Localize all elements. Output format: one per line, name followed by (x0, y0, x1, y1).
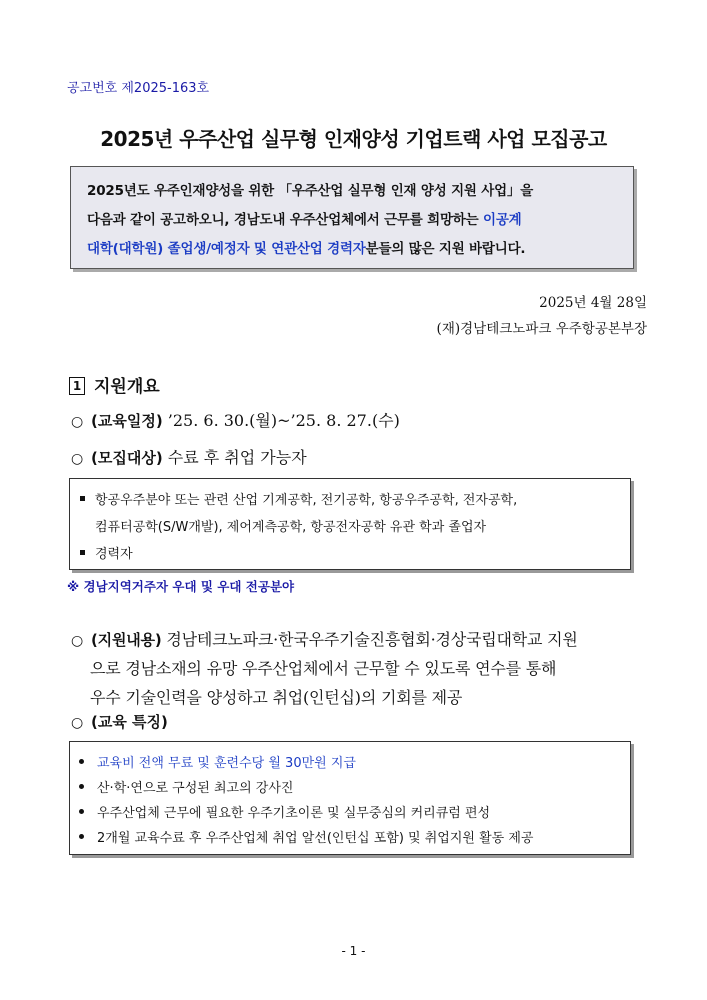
dot-bullet-icon (79, 834, 84, 839)
target-detail-line-1 (80, 489, 517, 508)
target-value: 수료 후 취업 가능자 (167, 448, 307, 467)
features-box (69, 741, 631, 855)
page-number: - 1 - (341, 944, 366, 958)
feature-text: 교육비 전액 무료 및 훈련수당 월 30만원 지급 (97, 756, 356, 771)
circle-bullet-icon: ○ (71, 633, 84, 649)
feature-text: 산·학·연으로 구성된 최고의 강사진 (97, 781, 294, 796)
target-detail-box (69, 478, 631, 570)
schedule-value: ’25. 6. 30.(월)~’25. 8. 27.(수) (167, 411, 400, 430)
target-label: (모집대상) (91, 449, 163, 467)
square-bullet-icon (80, 496, 85, 501)
circle-bullet-icon: ○ (71, 715, 84, 731)
schedule-item (71, 408, 400, 431)
feature-item (79, 802, 490, 821)
organization: (재)경남테크노파크 우주항공본부장 (436, 321, 647, 337)
target-detail-line-2: 컴퓨터공학(S/W개발), 제어계측공학, 항공전자공학 유관 학과 졸업자 (95, 520, 487, 535)
schedule-label: (교육일정) (91, 412, 163, 430)
intro-line-2-text: 다음과 같이 공고하오니, 경남도내 우주산업체에서 근무를 희망하는 (87, 212, 483, 228)
circle-bullet-icon: ○ (71, 414, 84, 430)
preference-note: ※ 경남지역거주자 우대 및 우대 전공분야 (67, 579, 295, 594)
section-number: 1 (69, 377, 85, 395)
intro-line-1: 2025년도 우주인재양성을 위한 「우주산업 실무형 인재 양성 지원 사업」을 (87, 183, 534, 199)
intro-line-3-text: 분들의 많은 지원 바랍니다. (365, 241, 526, 257)
feature-text: 우주산업체 근무에 필요한 우주기초이론 및 실무중심의 커리큐럼 편성 (97, 806, 491, 821)
dot-bullet-icon (79, 759, 84, 764)
features-label: (교육 특징) (91, 713, 168, 731)
content-line-1 (71, 627, 578, 650)
target-item (71, 445, 307, 468)
target-detail-line-3 (80, 543, 133, 562)
target-detail-text-1: 항공우주분야 또는 관련 산업 기계공학, 전기공학, 항공우주공학, 전자공학, (95, 493, 518, 508)
features-item (71, 711, 168, 732)
feature-item (79, 752, 356, 771)
feature-item (79, 827, 533, 846)
page-title: 2025년 우주산업 실무형 인재양성 기업트랙 사업 모집공고 (100, 127, 607, 151)
intro-box (70, 166, 634, 269)
intro-line-2 (87, 208, 522, 228)
intro-highlight-2: 대학(대학원) 졸업생/예정자 및 연관산업 경력자 (87, 241, 366, 257)
dot-bullet-icon (79, 809, 84, 814)
content-label: (지원내용) (91, 631, 162, 649)
feature-item (79, 777, 293, 796)
content-line-2: 으로 경남소재의 유망 우주산업체에서 근무할 수 있도록 연수를 통해 (90, 659, 557, 678)
content-text-1: 경남테크노파크·한국우주기술진흥협회·경상국립대학교 지원 (166, 630, 578, 649)
content-line-3: 우수 기술인력을 양성하고 취업(인턴십)의 기회를 제공 (90, 688, 463, 707)
square-bullet-icon (80, 550, 85, 555)
dot-bullet-icon (79, 784, 84, 789)
notice-number: 공고번호 제2025-163호 (67, 81, 210, 96)
intro-highlight-1: 이공계 (482, 212, 522, 228)
intro-line-3 (87, 237, 525, 257)
section-title: 지원개요 (94, 377, 160, 397)
circle-bullet-icon: ○ (71, 451, 84, 467)
section-heading (69, 372, 160, 397)
target-detail-text-3: 경력자 (95, 547, 133, 562)
announcement-date: 2025년 4월 28일 (539, 295, 647, 311)
feature-text: 2개월 교육수료 후 우주산업체 취업 알선(인턴십 포함) 및 취업지원 활동 제공 (97, 831, 534, 846)
